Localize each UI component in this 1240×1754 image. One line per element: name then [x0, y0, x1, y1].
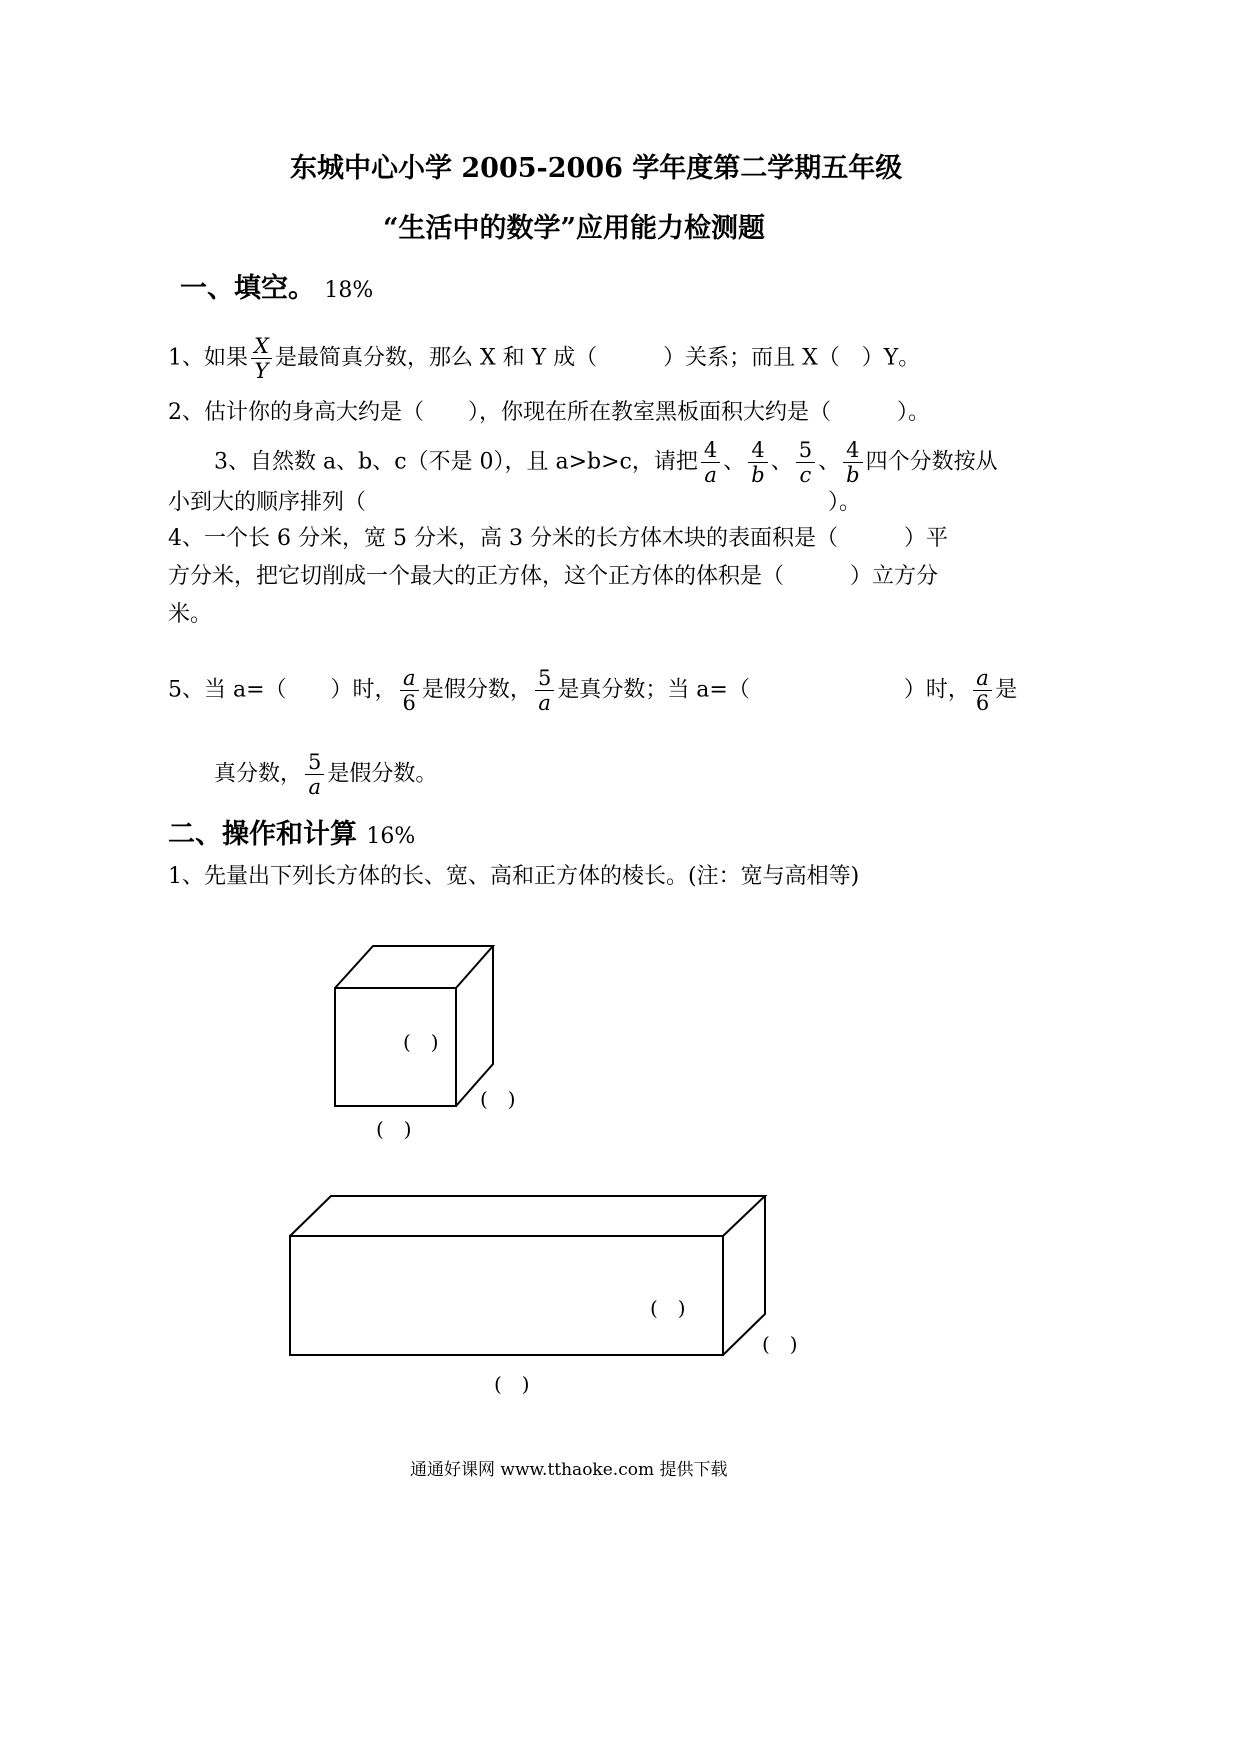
q1-text-b: 是最简真分数，那么 X 和 Y 成（ ）关系；而且 X（ ）Y。: [274, 345, 921, 371]
cube-edge-blank-1[interactable]: ( ): [403, 1030, 439, 1054]
cuboid-figure: [290, 1196, 765, 1355]
fraction-numerator: 4: [748, 438, 767, 463]
separator: 、: [818, 449, 841, 475]
fraction-denominator: a: [704, 463, 717, 487]
section-2-percent: 16%: [366, 824, 416, 849]
question-1-2: 2、估计你的身高大约是（ ），你现在所在教室黑板面积大约是（ ）。: [168, 400, 930, 425]
question-2-1: 1、先量出下列长方体的长、宽、高和正方体的棱长。(注：宽与高相等): [168, 864, 860, 889]
fraction-denominator: Y: [254, 359, 269, 383]
fraction-numerator: 5: [305, 750, 324, 775]
fraction-numerator: 4: [843, 438, 862, 463]
q1-text-a: 1、如果: [168, 345, 248, 371]
fraction-denominator: b: [846, 463, 860, 487]
fraction-denominator: c: [799, 463, 812, 487]
footer-text: 通通好课网 www.tthaoke.com 提供下载: [410, 1460, 728, 1480]
cuboid-side-face: [723, 1196, 765, 1355]
q5-text-d: 是: [995, 677, 1018, 703]
cuboid-width-blank[interactable]: ( ): [762, 1332, 798, 1356]
separator: 、: [770, 449, 793, 475]
q5-text-f: 是假分数。: [327, 761, 438, 787]
fraction-numerator: 4: [701, 438, 720, 463]
question-1-4-line-1: 4、一个长 6 分米，宽 5 分米，高 3 分米的长方体木块的表面积是（ ）平: [168, 526, 948, 551]
fraction-numerator: a: [973, 666, 992, 691]
cuboid-height-blank[interactable]: ( ): [650, 1296, 686, 1320]
q5-text-c: 是真分数；当 a=（ ）时，: [557, 677, 970, 703]
title-line-2: “生活中的数学”应用能力检测题: [383, 213, 766, 244]
fraction-denominator: 6: [975, 691, 990, 715]
cube-side-face: [456, 946, 493, 1106]
q5-text-b: 是假分数，: [421, 677, 532, 703]
fraction-numerator: X: [251, 334, 272, 359]
cuboid-top-face: [290, 1196, 765, 1236]
section-1-title: 一、填空。: [180, 273, 315, 304]
question-1-4-line-3: 米。: [168, 602, 213, 627]
fraction-numerator: 5: [796, 438, 815, 463]
fraction-numerator: 5: [535, 666, 554, 691]
fraction-denominator: a: [538, 691, 551, 715]
fraction-denominator: a: [308, 775, 321, 799]
q3-text-b: 四个分数按从: [865, 449, 998, 475]
section-2-title: 二、操作和计算: [168, 819, 357, 850]
cube-edge-blank-3[interactable]: ( ): [376, 1117, 412, 1141]
fraction-denominator: 6: [402, 691, 416, 715]
separator: 、: [723, 449, 746, 475]
q5-text-a: 5、当 a=（ ）时，: [168, 677, 397, 703]
section-1-percent: 18%: [324, 278, 374, 303]
fraction-denominator: b: [751, 463, 765, 487]
question-1-3-cont: 小到大的顺序排列（ ）。: [168, 490, 862, 515]
q3-text-a: 3、自然数 a、b、c（不是 0），且 a>b>c，请把: [214, 449, 698, 475]
fraction-numerator: a: [400, 666, 419, 691]
q5-text-e: 真分数，: [214, 761, 303, 787]
cube-edge-blank-2[interactable]: ( ): [480, 1087, 516, 1111]
cube-top-face: [335, 946, 493, 988]
question-1-4-line-2: 方分米，把它切削成一个最大的正方体，这个正方体的体积是（ ）立方分: [168, 564, 939, 589]
title-line-1: 东城中心小学 2005-2006 学年度第二学期五年级: [290, 153, 903, 184]
cuboid-length-blank[interactable]: ( ): [494, 1372, 530, 1396]
